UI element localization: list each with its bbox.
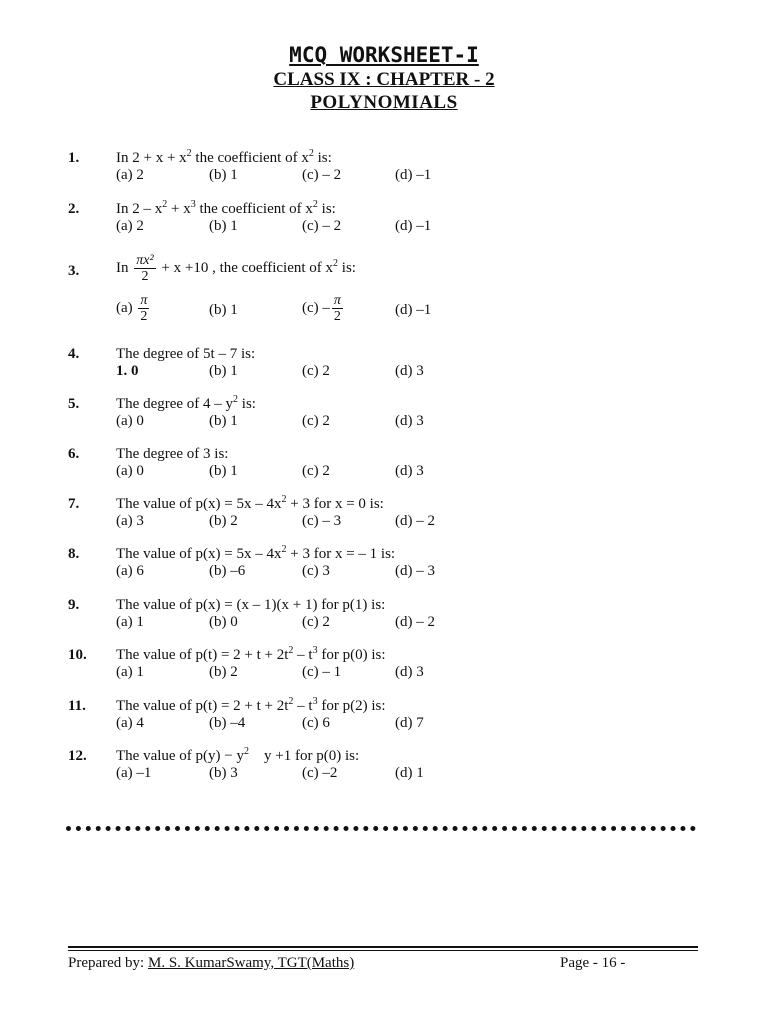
option-b: (b) 1 <box>209 413 238 429</box>
option-d: (d) 3 <box>395 664 424 680</box>
worksheet-title-block <box>0 42 768 114</box>
worksheet-title: MCQ WORKSHEET-I <box>289 43 479 67</box>
footer-rule-thin <box>68 950 698 951</box>
question-number: 7. <box>68 496 80 512</box>
option-a: (a) 6 <box>116 563 144 579</box>
option-d: (d) –1 <box>395 167 432 183</box>
question-text: The degree of $4 - y^2$ is: <box>116 394 256 412</box>
question-text: The value of $p(x) = 5x - 4x^2 + 3$ for x = – 1 is: <box>116 544 396 562</box>
option-a: (a) 2 <box>116 167 144 183</box>
option-d: (d) 3 <box>395 413 424 429</box>
fraction: $\frac{\text{πx²}}{2}$ <box>136 253 154 284</box>
option-c: (c) – 3 <box>302 513 342 529</box>
option-a: (a) 1 <box>116 614 144 630</box>
topic-heading: POLYNOMIALS <box>310 92 458 113</box>
question-text: In $\frac{\text{πx²}}{2}$ + x +10 , the coefficient of $x^2$ is: <box>116 253 356 284</box>
question-number: 8. <box>68 546 80 562</box>
author-name: M. S. KumarSwamy, TGT(Maths) <box>147 955 355 971</box>
option-c: (c) 2 <box>302 614 330 630</box>
question-text: In $2 - x^2 + x^3$ the coefficient of $x^2$ is: <box>116 199 336 217</box>
question-number: 4. <box>68 346 80 362</box>
question-number: 12. <box>68 748 87 764</box>
option-d: (d) – 3 <box>395 563 435 579</box>
question-number: 11. <box>68 698 86 714</box>
option-d: (d) 1 <box>395 765 424 781</box>
question-text: In $2 + x + x^2$ the coefficient of $x^2$ is: <box>116 148 332 166</box>
option-b: (b) 2 <box>209 664 238 680</box>
option-a: (a) 0 <box>116 413 144 429</box>
question-number: 6. <box>68 446 80 462</box>
page-number: Page - 16 - <box>560 955 626 971</box>
option-c: (c) 2 <box>302 463 330 479</box>
option-a: (a) 1 <box>116 664 144 680</box>
option-a: (a) –1 <box>116 765 152 781</box>
question-text: The value of $p(t) = 2 + t + 2t^2 - t^3$ for p(0) is: <box>116 645 386 663</box>
prepared-label: Prepared by: <box>68 955 148 971</box>
option-b: (b) 1 <box>209 463 238 479</box>
option-d: (d) –1 <box>395 218 432 234</box>
option-a: 1. 0 <box>116 363 139 379</box>
option-b: (b) 3 <box>209 765 238 781</box>
question-number: 10. <box>68 647 87 663</box>
question-number: 1. <box>68 150 80 166</box>
option-b: (b) 1 <box>209 218 238 234</box>
option-d: (d) 3 <box>395 463 424 479</box>
option-a: (a) $\frac{\pi}{2}$ <box>116 293 148 324</box>
question-text: The value of $p(t) = 2 + t + 2t^2 - t^3$ for p(2) is: <box>116 696 386 714</box>
option-a: (a) 3 <box>116 513 144 529</box>
question-text: The value of $p(x) = 5x - 4x^2 + 3$ for x = 0 is: <box>116 494 384 512</box>
question-text: The degree of 3 is: <box>116 446 229 462</box>
footer-rule-thick <box>68 946 698 948</box>
option-a: (a) 4 <box>116 715 144 731</box>
option-a: (a) 0 <box>116 463 144 479</box>
class-chapter-heading: CLASS IX : CHAPTER - 2 <box>273 69 495 90</box>
option-c: (c) 6 <box>302 715 330 731</box>
option-c: (c) 3 <box>302 563 330 579</box>
option-c: (c) – 2 <box>302 167 342 183</box>
question-number: 9. <box>68 597 80 613</box>
option-a: (a) 2 <box>116 218 144 234</box>
option-b: (b) 0 <box>209 614 238 630</box>
option-b: (b) –4 <box>209 715 246 731</box>
question-number: 2. <box>68 201 80 217</box>
option-d: (d) 3 <box>395 363 424 379</box>
option-c: (c) – $\frac{\pi}{2}$ <box>302 293 341 324</box>
prepared-by <box>68 954 354 972</box>
option-d: (d) 7 <box>395 715 424 731</box>
question-text: The value of p(x) = (x – 1)(x + 1) for p(1) is: <box>116 597 386 613</box>
option-c: (c) 2 <box>302 413 330 429</box>
option-d: (d) – 2 <box>395 513 435 529</box>
option-b: (b) 1 <box>209 302 238 318</box>
option-b: (b) 1 <box>209 363 238 379</box>
option-c: (c) –2 <box>302 765 338 781</box>
question-number: 3. <box>68 263 80 279</box>
option-b: (b) –6 <box>209 563 246 579</box>
option-c: (c) 2 <box>302 363 330 379</box>
option-d: (d) –1 <box>395 302 432 318</box>
question-text: The degree of 5t – 7 is: <box>116 346 256 362</box>
option-b: (b) 2 <box>209 513 238 529</box>
option-c: (c) – 1 <box>302 664 342 680</box>
option-c: (c) – 2 <box>302 218 342 234</box>
option-b: (b) 1 <box>209 167 238 183</box>
question-number: 5. <box>68 396 80 412</box>
option-d: (d) – 2 <box>395 614 435 630</box>
question-text: The value of $p(y) - y^2$ y +1 for p(0) is: <box>116 746 360 764</box>
dotted-separator <box>66 826 696 831</box>
